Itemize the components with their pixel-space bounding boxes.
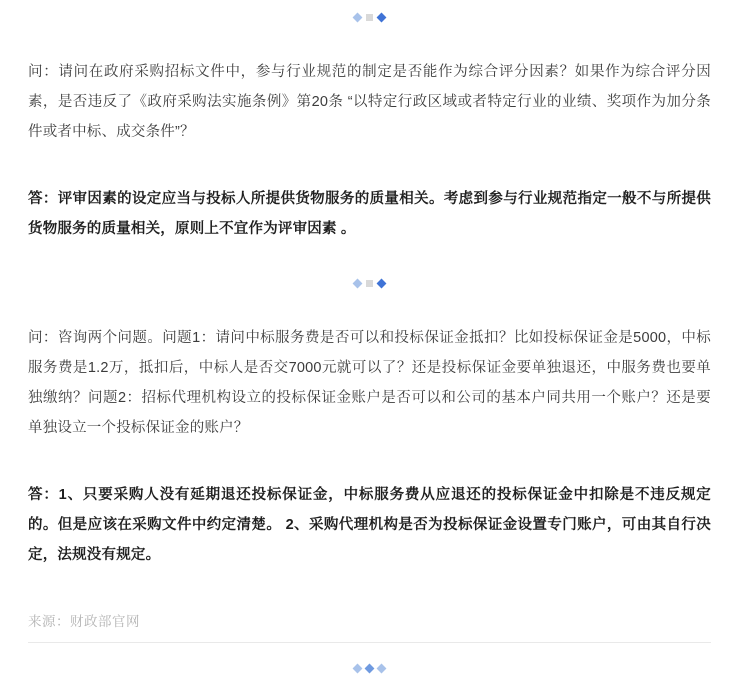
diamond-divider-icon [365,663,375,673]
answer-text: 答：1、只要采购人没有延期退还投标保证金，中标服务费从应退还的投标保证金中扣除是不违反规定的。但是应该在采购文件中约定清楚。 2、采购代理机构是否为投标保证金设置专门账户，可由其自行决定，法规没有规定。 [28,486,711,563]
source-divider [28,642,711,643]
spacer [28,457,711,465]
spacer [0,258,739,272]
spacer [28,161,711,169]
square-divider-icon [366,14,373,21]
article-page [0,6,739,629]
question-text: 问：请问在政府采购招标文件中，参与行业规范的制定是否能作为综合评分因素？如果作为综合评分因素，是否违反了《政府采购法实施条例》第20条 “以特定行政区域或者特定行业的业绩、奖项作为加分条件或者中标、成交条件”？ [28,63,711,140]
divider-bottom [0,657,739,679]
square-divider-icon [366,280,373,287]
diamond-divider-icon [377,12,387,22]
spacer [0,584,739,610]
diamond-divider-icon [353,12,363,22]
source-label: 来源：财政部官网 [28,614,140,629]
spacer [0,28,739,42]
diamond-divider-icon [353,278,363,288]
qa-item-2 [0,323,739,570]
question-text: 问：咨询两个问题。问题1：请问中标服务费是否可以和投标保证金抵扣？比如投标保证金是5000，中标服务费是1.2万，抵扣后，中标人是否交7000元就可以了？还是投标保证金要单独退还，中服务费也要单独缴纳？问题2：招标代理机构设立的投标保证金账户是否可以和公司的基本户同共用一个账户？还是要单独设立一个投标保证金的账户？ [28,329,711,436]
diamond-divider-icon [377,278,387,288]
qa-item-1 [0,57,739,244]
answer-text: 答：评审因素的设定应当与投标人所提供货物服务的质量相关。考虑到参与行业规范指定一般不与所提供货物服务的质量相关，原则上不宜作为评审因素 。 [28,190,711,237]
diamond-divider-icon [353,663,363,673]
divider-middle [0,272,739,294]
divider-top [0,6,739,28]
diamond-divider-icon [377,663,387,673]
spacer [0,294,739,308]
